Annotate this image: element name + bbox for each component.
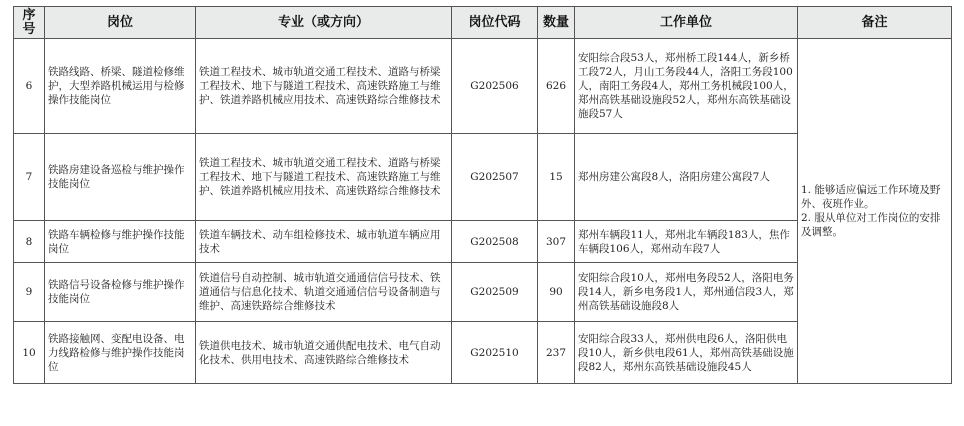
- cell-count: 15: [538, 134, 575, 221]
- header-position: 岗位: [45, 7, 196, 39]
- cell-count: 90: [538, 263, 575, 322]
- cell-no: 10: [14, 322, 45, 384]
- cell-position: 铁路接触网、变配电设备、电力线路检修与维护操作技能岗位: [45, 322, 196, 384]
- cell-code: G202507: [452, 134, 538, 221]
- cell-unit: 安阳综合段33人，郑州供电段6人，洛阳供电段10人，新乡供电段61人，郑州高铁基础设施段82人，郑州东高铁基础设施段45人: [575, 322, 798, 384]
- header-major: 专业（或方向）: [196, 7, 452, 39]
- cell-major: 铁道工程技术、城市轨道交通工程技术、道路与桥梁工程技术、地下与隧道工程技术、高速铁路施工与维护、铁道养路机械应用技术、高速铁路综合维修技术: [196, 39, 452, 134]
- cell-no: 7: [14, 134, 45, 221]
- cell-position: 铁路信号设备检修与维护操作技能岗位: [45, 263, 196, 322]
- cell-code: G202506: [452, 39, 538, 134]
- cell-major: 铁道信号自动控制、城市轨道交通通信信号技术、铁道通信与信息化技术、轨道交通通信信号设备制造与维护、高速铁路综合维修技术: [196, 263, 452, 322]
- cell-unit: 安阳综合段53人，郑州桥工段144人，新乡桥工段72人，月山工务段44人，洛阳工务段100人，南阳工务段4人，郑州工务机械段100人，郑州高铁基础设施段52人，郑州东高铁基础设施段57人: [575, 39, 798, 134]
- header-code: 岗位代码: [452, 7, 538, 39]
- cell-no: 8: [14, 221, 45, 263]
- cell-unit: 郑州房建公寓段8人，洛阳房建公寓段7人: [575, 134, 798, 221]
- cell-no: 6: [14, 39, 45, 134]
- cell-position: 铁路房建设备巡检与维护操作技能岗位: [45, 134, 196, 221]
- cell-unit: 郑州车辆段11人，郑州北车辆段183人，焦作车辆段106人，郑州动车段7人: [575, 221, 798, 263]
- recruitment-table: [13, 6, 952, 384]
- cell-count: 237: [538, 322, 575, 384]
- cell-major: 铁道工程技术、城市轨道交通工程技术、道路与桥梁工程技术、地下与隧道工程技术、高速铁路施工与维护、铁道养路机械应用技术、高速铁路综合维修技术: [196, 134, 452, 221]
- table-header-row: [14, 7, 952, 39]
- cell-no: 9: [14, 263, 45, 322]
- cell-unit: 安阳综合段10人，郑州电务段52人，洛阳电务段14人，新乡电务段1人，郑州通信段3人，郑州高铁基础设施段8人: [575, 263, 798, 322]
- header-unit: 工作单位: [575, 7, 798, 39]
- cell-remark: [798, 39, 952, 384]
- cell-code: G202509: [452, 263, 538, 322]
- cell-code: G202508: [452, 221, 538, 263]
- remark-text: 1. 能够适应偏远工作环境及野外、夜班作业。 2. 服从单位对工作岗位的安排及调整。: [801, 184, 941, 238]
- table-row: [14, 39, 952, 134]
- cell-count: 307: [538, 221, 575, 263]
- cell-position: 铁路车辆检修与维护操作技能岗位: [45, 221, 196, 263]
- cell-position: 铁路线路、桥梁、隧道检修维护，大型养路机械运用与检修操作技能岗位: [45, 39, 196, 134]
- header-no: 序号: [14, 7, 45, 39]
- header-remark: 备注: [798, 7, 952, 39]
- cell-major: 铁道车辆技术、动车组检修技术、城市轨道车辆应用技术: [196, 221, 452, 263]
- cell-major: 铁道供电技术、城市轨道交通供配电技术、电气自动化技术、供用电技术、高速铁路综合维修技术: [196, 322, 452, 384]
- header-count: 数量: [538, 7, 575, 39]
- cell-code: G202510: [452, 322, 538, 384]
- cell-count: 626: [538, 39, 575, 134]
